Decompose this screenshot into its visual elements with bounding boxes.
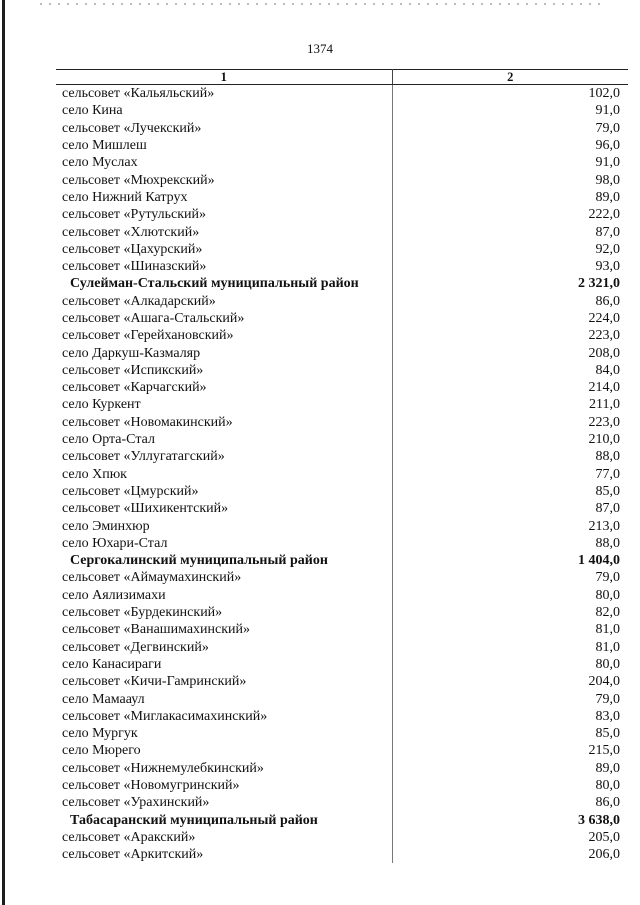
table-row [56, 344, 628, 361]
scan-top-edge [40, 3, 600, 5]
settlement-value: 79,0 [595, 570, 620, 586]
settlement-value: 82,0 [595, 605, 620, 621]
settlement-name: сельсовет «Алкадарский» [56, 293, 392, 310]
settlement-name: сельсовет «Ашага-Стальский» [56, 310, 392, 327]
settlement-name: сельсовет «Испикский» [56, 362, 392, 379]
settlement-name: село Мюрего [56, 742, 392, 759]
page-number: 1374 [307, 41, 333, 56]
settlement-name: село Мишлеш [56, 137, 392, 154]
settlement-name: сельсовет «Новомугринский» [56, 777, 392, 794]
table-row [56, 241, 628, 258]
settlement-name: село Нижний Катрух [56, 189, 392, 206]
settlement-value: 91,0 [595, 155, 620, 171]
table-row [56, 327, 628, 344]
table-row [56, 846, 628, 863]
table-body [56, 85, 628, 864]
settlement-name: сельсовет «Шихикентский» [56, 500, 392, 517]
settlement-value: 204,0 [588, 674, 620, 690]
settlement-name: сельсовет «Уллугатагский» [56, 448, 392, 465]
table-row [56, 171, 628, 188]
settlement-name: сельсовет «Мюхрекский» [56, 171, 392, 188]
settlement-name: село Аялизимахи [56, 587, 392, 604]
settlement-value: 88,0 [595, 449, 620, 465]
district-row [56, 552, 628, 569]
header-row [56, 70, 628, 85]
table-row [56, 223, 628, 240]
settlement-name: сельсовет «Урахинский» [56, 794, 392, 811]
settlement-name: село Юхари-Стал [56, 535, 392, 552]
settlement-name: село Мургук [56, 725, 392, 742]
settlement-value: 87,0 [595, 501, 620, 517]
table-row [56, 569, 628, 586]
settlement-value: 205,0 [588, 829, 620, 845]
settlement-value: 102,0 [588, 86, 620, 102]
settlement-name: село Эминхюр [56, 517, 392, 534]
settlement-name: село Мамааул [56, 690, 392, 707]
settlement-name: сельсовет «Аймаумахинский» [56, 569, 392, 586]
settlement-value: 223,0 [588, 328, 620, 344]
district-total: 1 404,0 [578, 553, 620, 569]
settlement-name: село Хпюк [56, 466, 392, 483]
column-header-2: 2 [392, 70, 628, 85]
table-row [56, 760, 628, 777]
settlement-name: сельсовет «Миглакасимахинский» [56, 708, 392, 725]
settlement-value: 86,0 [595, 293, 620, 309]
settlement-value: 93,0 [595, 259, 620, 275]
settlement-name: село Даркуш-Казмаляр [56, 344, 392, 361]
settlement-name: сельсовет «Лучекский» [56, 120, 392, 137]
settlement-name: село Кина [56, 102, 392, 119]
settlement-name: сельсовет «Дегвинский» [56, 639, 392, 656]
column-header-1: 1 [56, 70, 392, 85]
table-row [56, 448, 628, 465]
district-total: 3 638,0 [578, 812, 620, 828]
table-row [56, 673, 628, 690]
settlement-value: 215,0 [588, 743, 620, 759]
settlement-value: 87,0 [595, 224, 620, 240]
settlement-name: сельсовет «Цмурский» [56, 483, 392, 500]
table-row [56, 137, 628, 154]
settlement-value: 223,0 [588, 414, 620, 430]
table-row [56, 379, 628, 396]
settlement-name: сельсовет «Аракский» [56, 829, 392, 846]
settlement-value: 80,0 [595, 656, 620, 672]
settlement-value: 80,0 [595, 778, 620, 794]
table-row [56, 362, 628, 379]
settlement-name: сельсовет «Нижнемулебкинский» [56, 760, 392, 777]
table-row [56, 431, 628, 448]
settlement-name: сельсовет «Аркитский» [56, 846, 392, 863]
table-row [56, 742, 628, 759]
settlement-value: 211,0 [589, 397, 620, 413]
table-row [56, 690, 628, 707]
settlement-value: 224,0 [588, 311, 620, 326]
settlement-value: 86,0 [595, 795, 620, 811]
table-row [56, 621, 628, 638]
table-row [56, 206, 628, 223]
settlement-value: 77,0 [595, 466, 620, 482]
settlement-name: сельсовет «Цахурский» [56, 241, 392, 258]
table-row [56, 102, 628, 119]
settlement-name: сельсовет «Рутульский» [56, 206, 392, 223]
table-row [56, 604, 628, 621]
settlement-value: 85,0 [595, 726, 620, 742]
district-name: Сергокалинский муниципальный район [56, 552, 392, 569]
allocation-table [56, 69, 628, 863]
district-name: Табасаранский муниципальный район [56, 811, 392, 828]
table-row [56, 466, 628, 483]
settlement-value: 222,0 [588, 207, 620, 223]
settlement-name: сельсовет «Герейхановский» [56, 327, 392, 344]
settlement-value: 91,0 [595, 103, 620, 119]
settlement-name: сельсовет «Бурдекинский» [56, 604, 392, 621]
settlement-name: сельсовет «Кальяльский» [56, 85, 392, 103]
settlement-value: 84,0 [595, 362, 620, 378]
scan-left-edge [2, 0, 5, 905]
settlement-value: 214,0 [588, 380, 620, 396]
settlement-value: 83,0 [595, 708, 620, 724]
settlement-name: сельсовет «Кичи-Гамринский» [56, 673, 392, 690]
settlement-value: 208,0 [588, 345, 620, 361]
district-total: 2 321,0 [578, 276, 620, 292]
table-row [56, 535, 628, 552]
table-row [56, 708, 628, 725]
table-row [56, 396, 628, 413]
table-row [56, 656, 628, 673]
settlement-value: 89,0 [595, 760, 620, 776]
table-row [56, 154, 628, 171]
settlement-value: 80,0 [595, 587, 620, 603]
settlement-value: 79,0 [595, 691, 620, 707]
settlement-value: 92,0 [595, 241, 620, 257]
table-row [56, 120, 628, 137]
table-row [56, 189, 628, 206]
settlement-value: 213,0 [588, 518, 620, 534]
table-row [56, 777, 628, 794]
district-row [56, 275, 628, 292]
settlement-name: село Канасираги [56, 656, 392, 673]
settlement-name: сельсовет «Шиназский» [56, 258, 392, 275]
table-row [56, 85, 628, 103]
table-row [56, 258, 628, 275]
table-header [56, 70, 628, 85]
district-row [56, 811, 628, 828]
district-name: Сулейман-Стальский муниципальный район [56, 275, 392, 292]
settlement-name: сельсовет «Карчагский» [56, 379, 392, 396]
table-row [56, 639, 628, 656]
settlement-value: 79,0 [595, 120, 620, 136]
settlement-name: сельсовет «Хлютский» [56, 223, 392, 240]
settlement-value: 89,0 [595, 189, 620, 205]
table-row [56, 725, 628, 742]
settlement-name: сельсовет «Ванашимахинский» [56, 621, 392, 638]
table-row [56, 794, 628, 811]
settlement-name: село Орта-Стал [56, 431, 392, 448]
settlement-value: 85,0 [595, 483, 620, 499]
settlement-value: 81,0 [595, 622, 620, 638]
table-row [56, 293, 628, 310]
table-row [56, 310, 628, 327]
settlement-name: сельсовет «Новомакинский» [56, 414, 392, 431]
settlement-name: село Муслах [56, 154, 392, 171]
settlement-value: 210,0 [588, 432, 620, 448]
settlement-name: село Куркент [56, 396, 392, 413]
table-row [56, 500, 628, 517]
table-row [56, 829, 628, 846]
settlement-value: 206,0 [588, 847, 620, 863]
settlement-value: 81,0 [595, 639, 620, 655]
table-row [56, 587, 628, 604]
table-row [56, 414, 628, 431]
table-row [56, 517, 628, 534]
table-row [56, 483, 628, 500]
settlement-value: 88,0 [595, 535, 620, 551]
settlement-value: 96,0 [595, 138, 620, 154]
settlement-value: 98,0 [595, 172, 620, 188]
